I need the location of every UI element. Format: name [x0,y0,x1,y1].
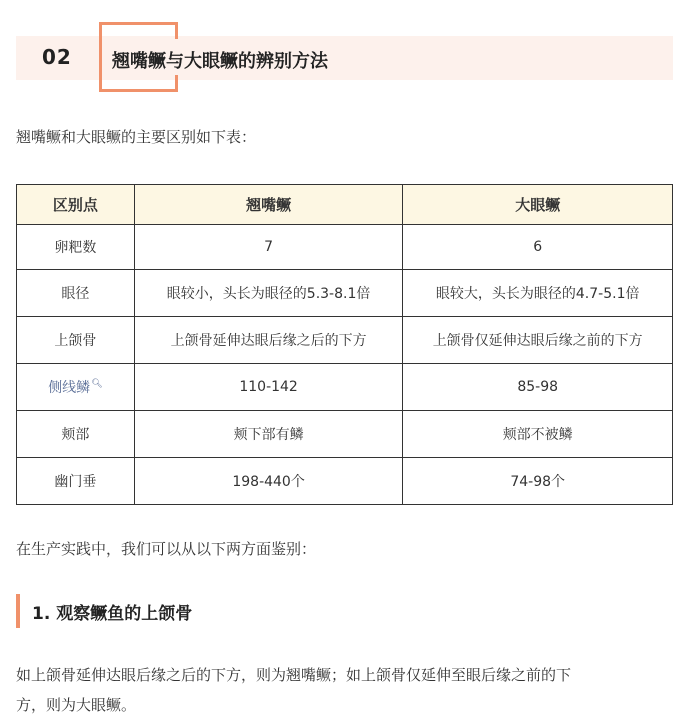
cell-species-a: 7 [134,225,403,270]
practice-paragraph: 在生产实践中，我们可以从以下两方面鉴别： [16,540,317,558]
cell-species-b: 74-98个 [403,458,673,505]
cell-species-b: 85-98 [403,364,673,411]
cell-species-a: 110-142 [134,364,403,411]
cell-species-b: 6 [403,225,673,270]
row-label: 上颌骨 [17,317,135,364]
cell-species-b: 颊部不被鳞 [403,411,673,458]
subheading: 1. 观察鳜鱼的上颌骨 [32,604,193,624]
table-row [17,270,673,317]
cell-species-a: 198-440个 [134,458,403,505]
search-icon[interactable]: 🔍︎ [91,379,103,390]
intro-paragraph: 翘嘴鳜和大眼鳜的主要区别如下表： [16,128,257,146]
row-label: 颊部 [17,411,135,458]
table-row [17,317,673,364]
comparison-table [16,184,673,505]
cell-species-b: 上颌骨仅延伸达眼后缘之前的下方 [403,317,673,364]
row-label-link[interactable] [17,364,135,411]
header-cell-species-a: 翘嘴鳜 [134,185,403,225]
cell-species-a: 上颌骨延伸达眼后缘之后的下方 [134,317,403,364]
row-label: 眼径 [17,270,135,317]
section-number: 02 [42,45,72,69]
body-paragraph-line-2: 方，则为大眼鳜。 [16,696,137,714]
lateral-line-scale-link[interactable]: 侧线鳞 [48,380,91,396]
subheading-accent-bar [16,594,20,628]
header-cell-feature: 区别点 [17,185,135,225]
body-paragraph-line-1: 如上颌骨延伸达眼后缘之后的下方，则为翘嘴鳜；如上颌骨仅延伸至眼后缘之前的下 [16,666,572,684]
cell-species-a: 颊下部有鳞 [134,411,403,458]
table-row [17,225,673,270]
row-label: 幽门垂 [17,458,135,505]
table-row [17,411,673,458]
table-row [17,364,673,411]
cell-species-a: 眼较小，头长为眼径的5.3-8.1倍 [134,270,403,317]
header-cell-species-b: 大眼鳜 [403,185,673,225]
table-header-row [17,185,673,225]
cell-species-b: 眼较大，头长为眼径的4.7-5.1倍 [403,270,673,317]
row-label: 卵粑数 [17,225,135,270]
table-row [17,458,673,505]
section-title: 翘嘴鳜与大眼鳜的辨别方法 [112,51,328,72]
